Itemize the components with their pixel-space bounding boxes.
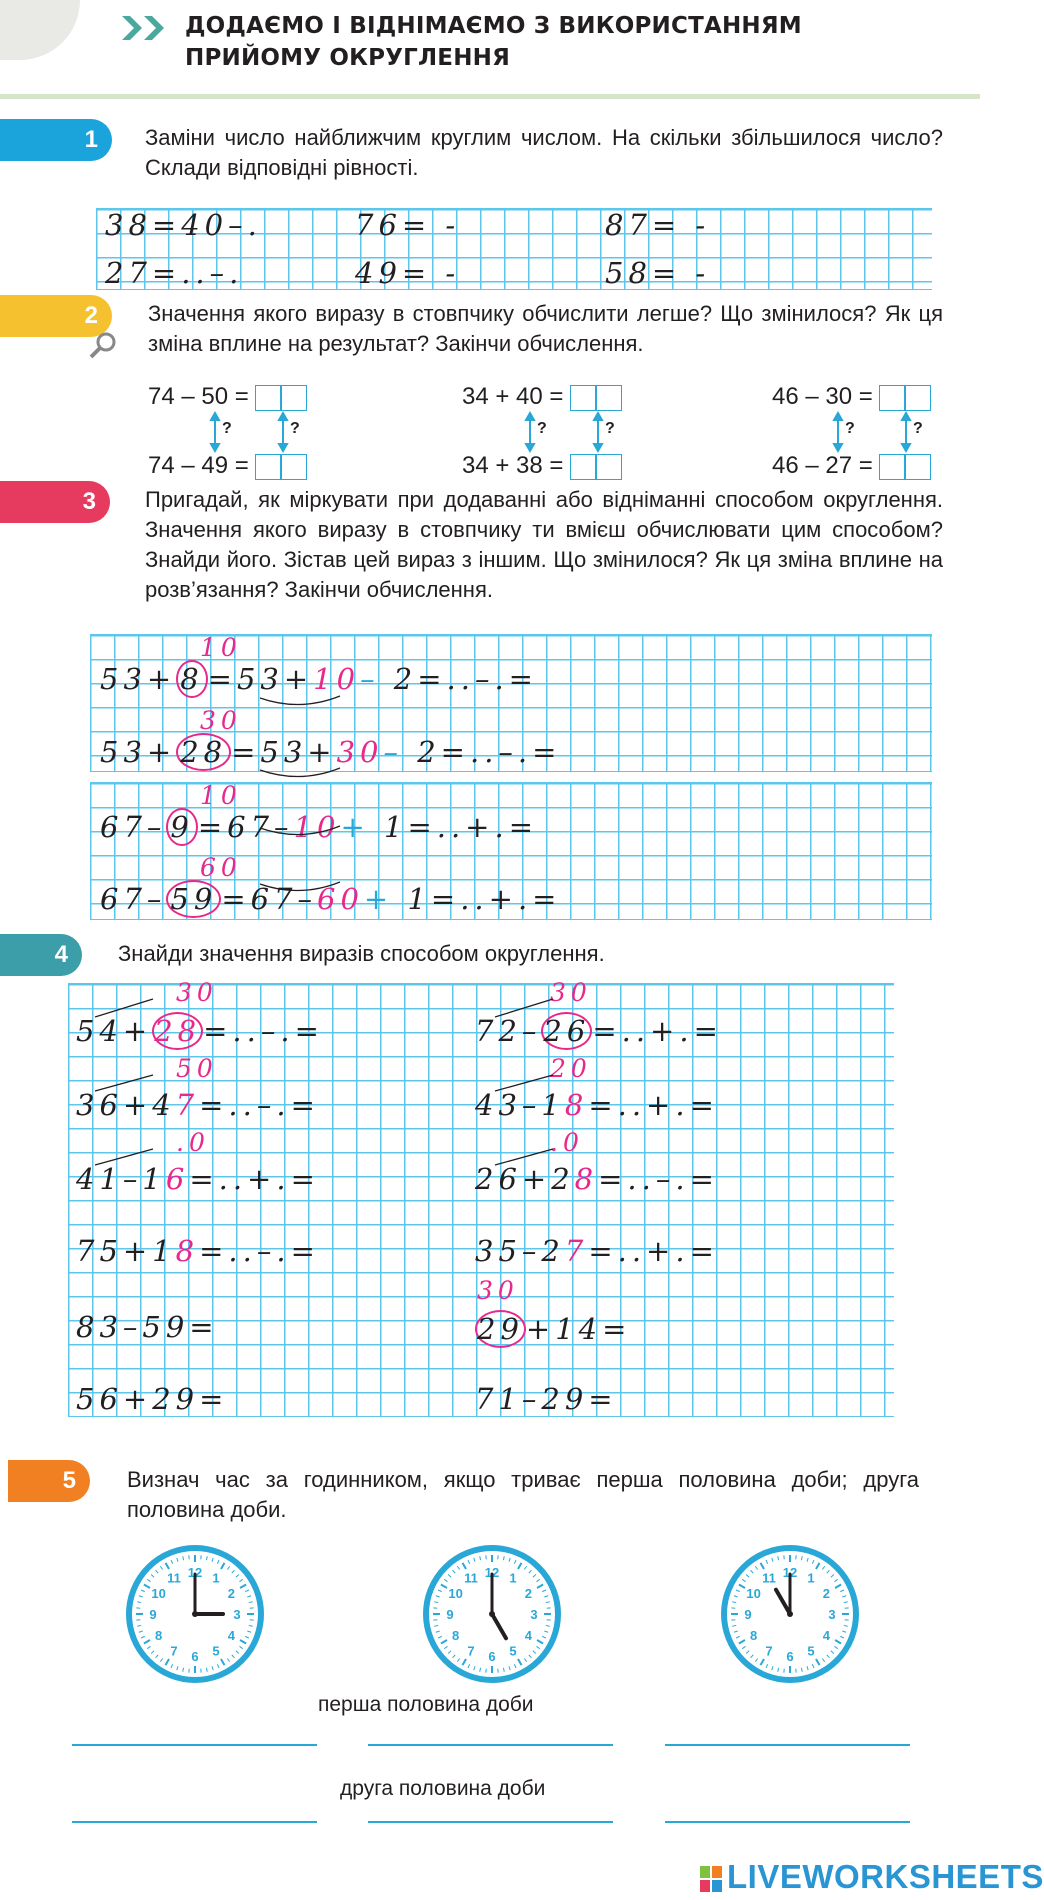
task1-r2c2: 49= -	[355, 256, 461, 290]
clock-center	[787, 1611, 793, 1617]
clock-number: 1	[807, 1570, 815, 1586]
task3-curved-arrows	[250, 690, 370, 890]
clock-2	[422, 1544, 562, 1684]
clock-number: 12	[187, 1565, 203, 1580]
clock-number: 7	[765, 1643, 773, 1659]
task2-expr-c2: 46 – 27 =	[772, 452, 931, 480]
title-divider	[0, 94, 980, 99]
task1-r1c2: 76= -	[355, 208, 461, 242]
task3-row: 10 67– 9 =67–10+ 1=..+.=	[100, 781, 539, 844]
answer-line[interactable]	[368, 1821, 613, 1823]
clock-number: 11	[167, 1570, 181, 1586]
answer-box[interactable]	[255, 385, 281, 411]
page-title: ДОДАЄМО І ВІДНІМАЄМО З ВИКОРИСТАННЯМ ПРИЙОМУ ОКРУГЛЕННЯ	[185, 13, 802, 71]
clock-number: 4	[227, 1628, 235, 1643]
clock-number: 7	[467, 1643, 475, 1659]
task4-left-row: 83–59=	[76, 1310, 219, 1344]
clock-number: 4	[822, 1628, 830, 1643]
clock-center	[489, 1611, 495, 1617]
task2-arrows	[200, 412, 980, 452]
clock-number: 12	[782, 1565, 798, 1580]
clock-number: 7	[170, 1643, 178, 1659]
task1-r2c3: 58= -	[605, 256, 711, 290]
task4-right-row: 30 72–26=..+.=	[475, 978, 723, 1048]
task-number-2: 2	[0, 295, 112, 337]
answer-box[interactable]	[255, 454, 281, 480]
corner-decoration	[0, 0, 80, 60]
task-number-5: 5	[8, 1460, 90, 1502]
task2-expr-a1: 74 – 50 =	[148, 383, 307, 411]
question-mark: ?	[605, 420, 615, 437]
question-mark: ?	[290, 420, 300, 437]
task3-text: Пригадай, як міркувати при додаванні або відніманні способом округлення. Значення якого виразу в стовпчику ти вмієш обчислювати цим способом? Знайди його. Зістав цей вираз з іншим. Що змінилося? Як ця зміна вплине на розв’язання? Закінчи обчислення.	[145, 487, 943, 602]
clock-number: 12	[484, 1565, 500, 1580]
question-mark: ?	[222, 420, 232, 437]
task-number-1: 1	[0, 119, 112, 161]
task-number-3: 3	[0, 481, 110, 523]
answer-box[interactable]	[570, 454, 596, 480]
task4-left-row: 30 54+28=..–.=	[76, 978, 324, 1048]
task3-row: 30 53+ 28 =53+30– 2=..–.=	[100, 706, 562, 769]
clock-number: 10	[448, 1586, 463, 1601]
task4-right-row: 30 29+14=	[477, 1276, 632, 1346]
answer-box[interactable]	[596, 454, 622, 480]
task3-row: 60 67– 59 =67–60+ 1=..+.=	[100, 853, 562, 916]
task4-right-row: 35–27=..+.=	[475, 1234, 719, 1268]
task1-r1c3: 87= -	[605, 208, 711, 242]
answer-box[interactable]	[281, 454, 307, 480]
clock-number: 3	[233, 1607, 241, 1622]
clock-number: 9	[446, 1607, 454, 1622]
answer-box[interactable]	[596, 385, 622, 411]
clock-number: 10	[746, 1586, 761, 1601]
task4-right-row: .0 26+28=..–.=	[475, 1128, 719, 1196]
clock-1	[125, 1544, 265, 1684]
double-chevron-icon	[120, 14, 170, 42]
clock-number: 1	[212, 1570, 220, 1586]
task2-expr-a2: 74 – 49 =	[148, 452, 307, 480]
clock-number: 1	[509, 1570, 517, 1586]
task5-text: Визнач час за годинником, якщо триває перша половина доби; друга половина доби.	[127, 1467, 919, 1522]
liveworksheets-logo: LIVEWORKSHEETS	[727, 1858, 1044, 1895]
liveworksheets-logo-icon	[700, 1866, 722, 1892]
task4-left-row: 75+18=..–.=	[76, 1234, 320, 1268]
clock-number: 9	[149, 1607, 157, 1622]
clock-number: 11	[762, 1570, 776, 1586]
answer-box[interactable]	[879, 385, 905, 411]
clock-number: 5	[212, 1643, 220, 1659]
magnifier-icon	[88, 330, 118, 360]
clock-3	[720, 1544, 860, 1684]
clock-number: 8	[452, 1628, 460, 1643]
answer-box[interactable]	[281, 385, 307, 411]
clock-number: 2	[227, 1586, 235, 1601]
task4-left-row: .0 41–16=..+.=	[76, 1128, 320, 1196]
answer-line[interactable]	[368, 1744, 613, 1746]
clock-number: 10	[151, 1586, 166, 1601]
clock-number: 8	[155, 1628, 163, 1643]
answer-line[interactable]	[665, 1821, 910, 1823]
clock-number: 4	[524, 1628, 532, 1643]
question-mark: ?	[537, 420, 547, 437]
task4-arrows	[95, 995, 595, 1175]
task3-row: 10 53+ 8 =53+10– 2=..–.=	[100, 633, 538, 696]
clock-number: 3	[828, 1607, 836, 1622]
clock-number: 6	[191, 1649, 199, 1664]
task2-expr-b2: 34 + 38 =	[462, 452, 622, 480]
answer-line[interactable]	[72, 1744, 317, 1746]
task4-left-row: 50 36+47=..–.=	[76, 1054, 320, 1122]
clock-number: 6	[786, 1649, 794, 1664]
label-first-half: перша половина доби	[318, 1693, 534, 1716]
clock-number: 5	[807, 1643, 815, 1659]
answer-line[interactable]	[665, 1744, 910, 1746]
task-number-4: 4	[0, 934, 82, 976]
clock-center	[192, 1611, 198, 1617]
task2-expr-b1: 34 + 40 =	[462, 383, 622, 411]
answer-box[interactable]	[570, 385, 596, 411]
label-second-half: друга половина доби	[340, 1777, 546, 1800]
task1-text: Заміни число найближчим круглим числом. На скільки збільшилося число? Склади відповідні рівності.	[145, 125, 943, 180]
task2-text: Значення якого виразу в стовпчику обчислити легше? Що змінилося? Як ця зміна вплине на результат? Закінчи обчислення.	[148, 301, 943, 356]
answer-box[interactable]	[879, 454, 905, 480]
clock-number: 5	[509, 1643, 517, 1659]
clock-number: 2	[524, 1586, 532, 1601]
task4-right-row: 71–29=	[475, 1382, 618, 1416]
clock-number: 3	[530, 1607, 538, 1622]
task1-r2c1: 27=..–.	[105, 256, 244, 290]
clock-number: 11	[464, 1570, 478, 1586]
clock-number: 6	[488, 1649, 496, 1664]
task2-expr-c1: 46 – 30 =	[772, 383, 931, 411]
clock-number: 9	[744, 1607, 752, 1622]
answer-box[interactable]	[905, 454, 931, 480]
task4-text: Знайди значення виразів способом округлення.	[118, 941, 605, 966]
question-mark: ?	[845, 420, 855, 437]
answer-line[interactable]	[72, 1821, 317, 1823]
task1-r1c1: 38=40–.	[105, 208, 262, 242]
clock-number: 2	[822, 1586, 830, 1601]
question-mark: ?	[913, 420, 923, 437]
clock-number: 8	[750, 1628, 758, 1643]
task4-left-row: 56+29=	[76, 1382, 229, 1416]
task4-right-row: 20 43–18=..+.=	[475, 1054, 719, 1122]
answer-box[interactable]	[905, 385, 931, 411]
